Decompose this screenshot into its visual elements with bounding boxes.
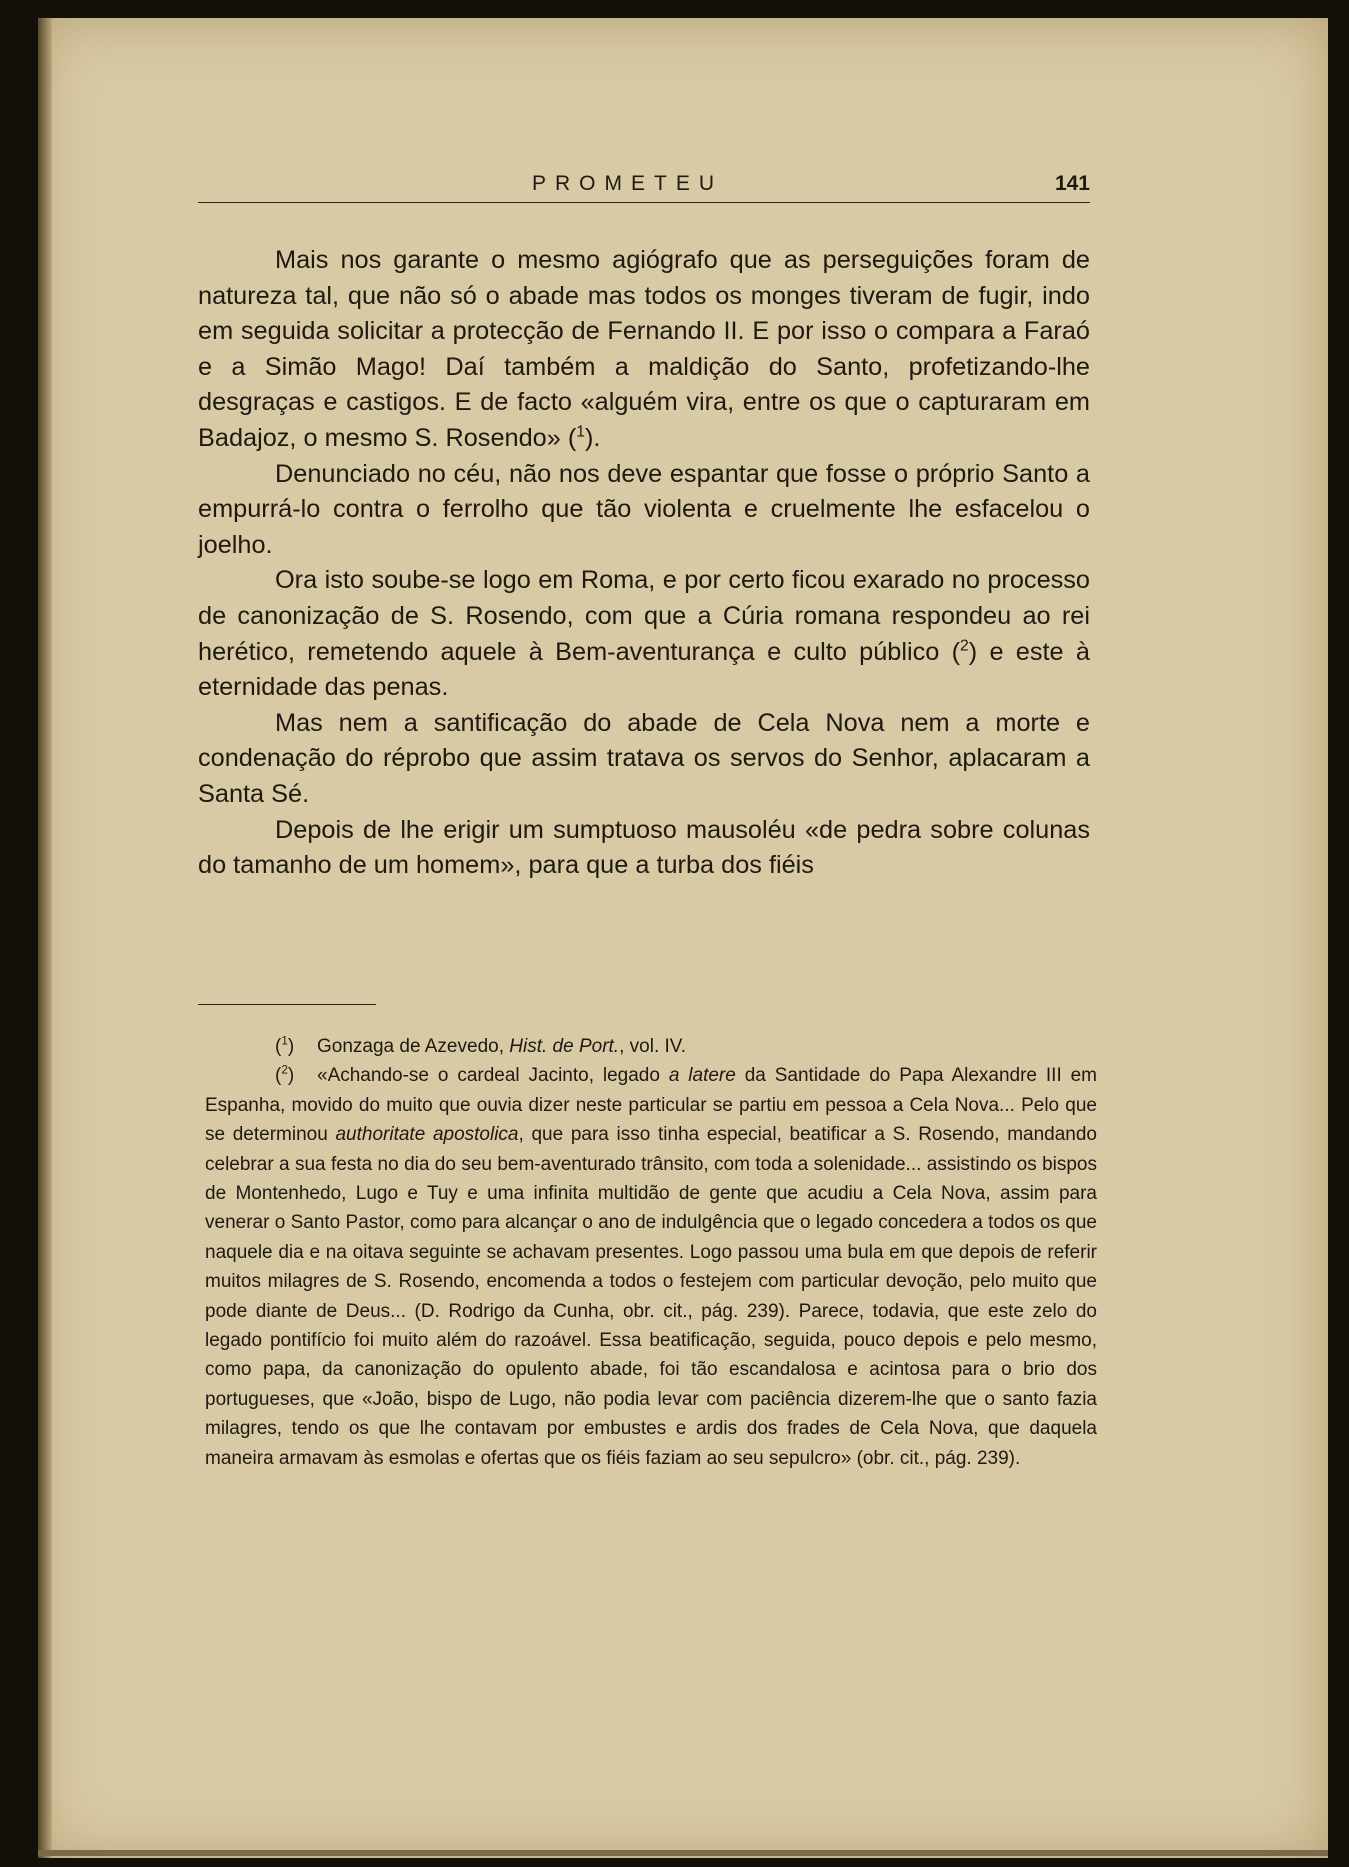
footnote-divider [198, 1004, 376, 1005]
page-bottom-edge [38, 1850, 1328, 1856]
footnote-marker-2: ($^2$) [275, 1064, 295, 1087]
footnote-marker-1: ($^1$) [275, 1034, 295, 1057]
footnote-ref-1: 1 [576, 423, 585, 441]
paragraph-5: Depois de lhe erigir um sumptuoso mausoléu «de pedra sobre colunas do tamanho de um homem», para que a turba dos fiéis [198, 815, 1090, 880]
page-binding-edge [38, 18, 52, 1858]
page-header [198, 172, 1090, 203]
main-text [198, 243, 1090, 884]
footnote-2: ($^2$) «Achando-se o cardeal Jacinto, legado a latere da Santidade do Papa Alexandre III em Espanha, movido do muito que ouvia dizer neste particular se partiu em pessoa a Cela Nova... Pelo que se determinou authoritate apostolica, que para isso tinha especial, beatificar a S. Rosendo, mandando celebrar a sua festa no dia do seu bem-aventurado trânsito, com toda a solenidade... assistindo os bispos de Montenhedo, Lugo e Tuy e uma infinita multidão de gente que acudiu a Cela Nova, assim para venerar o Santo Pastor, como para alcançar o ano de indulgência que o legado concedera a todos os que naquele dia e na oitava seguinte se achavam presentes. Logo passou uma bula em que depois de referir muitos milagres de S. Rosendo, encomenda a todos o festejem com particular devoção, pelo muito que pode diante de Deus... (D. Rodrigo da Cunha, obr. cit., pág. 239). Parece, todavia, que este zelo do legado pontifício foi muito além do razoável. Essa beatificação, seguida, pouco depois e pelo mesmo, como papa, da canonização do opulento abade, foi tão escandalosa e acintosa para o brio dos portugueses, que «João, bispo de Lugo, não podia levar com paciência dizerem-lhe que o santo fazia milagres, tendo os que lhe contavam por embustes e ardis dos frades de Cela Nova, que daquela maneira armavam às esmolas e ofertas que os fiéis faziam ao seu sepulcro» (obr. cit., pág. 239). [205, 1061, 1097, 1473]
footnote-ref-2: 2 [960, 637, 969, 655]
footnotes [205, 1032, 1097, 1473]
page-number: 141 [1054, 172, 1090, 195]
running-title: PROMETEU [532, 172, 724, 195]
paragraph-2: Denunciado no céu, não nos deve espantar que fosse o próprio Santo a empurrá-lo contra o ferrolho que tão violenta e cruelmente lhe esfacelou o joelho. [198, 459, 1090, 559]
footnote-1: ($^1$) Gonzaga de Azevedo, Hist. de Port., vol. IV. [205, 1032, 1097, 1061]
paragraph-4: Mas nem a santificação do abade de Cela Nova nem a morte e condenação do réprobo que assim tratava os servos do Senhor, aplacaram a Santa Sé. [198, 708, 1090, 808]
paragraph-1: Mais nos garante o mesmo agiógrafo que as perseguições foram de natureza tal, que não só o abade mas todos os monges tiveram de fugir, indo em seguida solicitar a protecção de Fernando II. E por isso o compara a Faraó e a Simão Mago! Daí também a maldição do Santo, profetizando-lhe desgraças e castigos. E de facto «alguém vira, entre os que o capturaram em Badajoz, o mesmo S. Rosendo» ($^1$). [198, 246, 1090, 452]
paragraph-3: Ora isto soube-se logo em Roma, e por certo ficou exarado no processo de canonização de S. Rosendo, com que a Cúria romana respondeu ao rei herético, remetendo aquele à Bem-aventurança e culto público ($^2$) e este à eternidade das penas. [198, 566, 1090, 702]
